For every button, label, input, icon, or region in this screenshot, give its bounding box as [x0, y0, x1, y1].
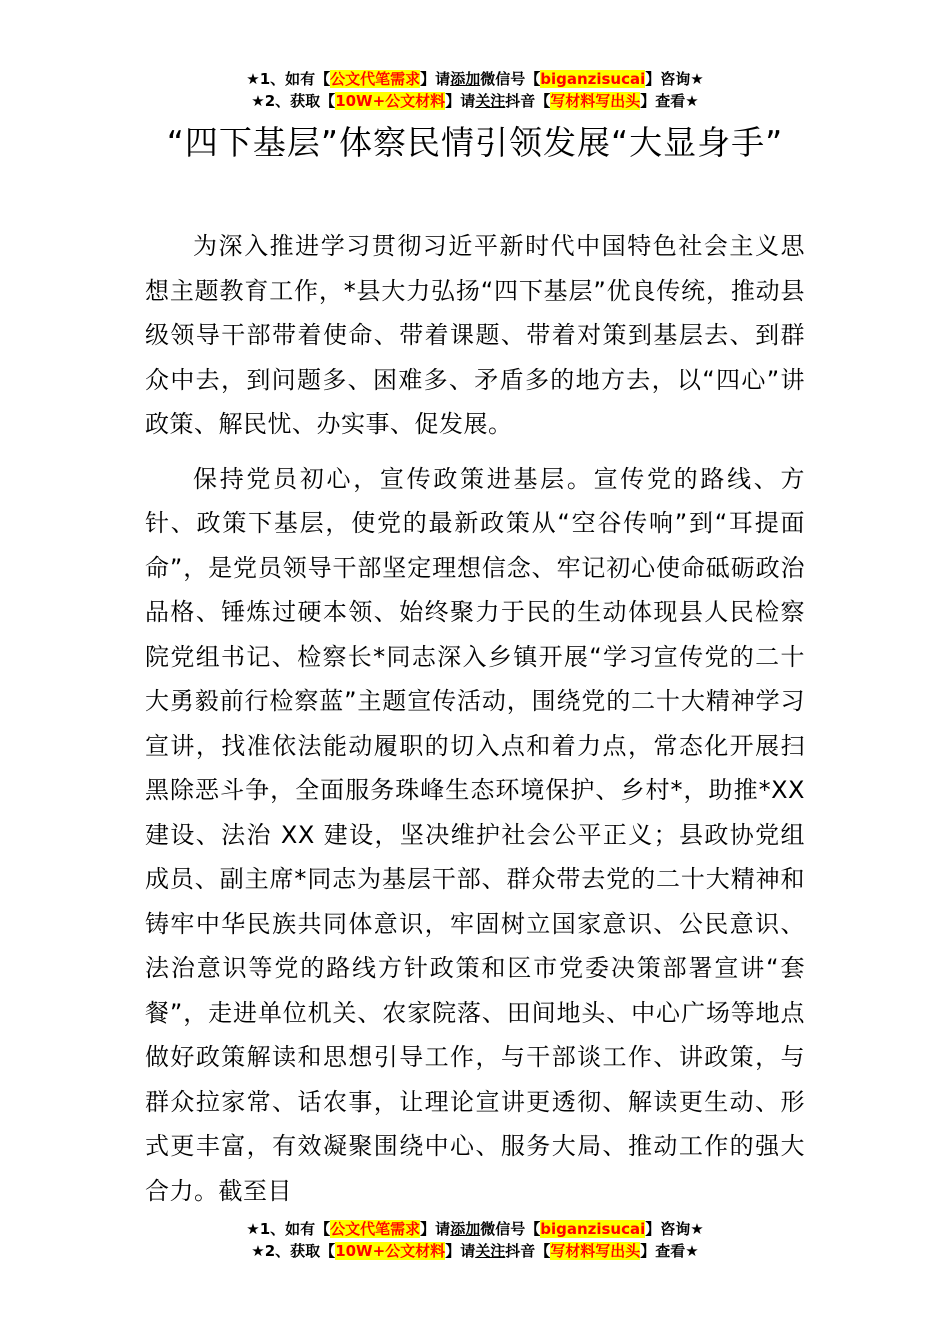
banner-highlight: 写材料写出头	[550, 92, 641, 110]
banner-underline: 添加	[450, 70, 481, 88]
document-body	[145, 224, 805, 1223]
banner-highlight: 公文代笔需求	[330, 1220, 421, 1238]
banner-highlight: 写材料写出头	[550, 1242, 641, 1260]
banner-text: 】请	[420, 1220, 451, 1238]
banner-underline: 关注	[475, 92, 506, 110]
paragraph: 保持党员初心，宣传政策进基层。宣传党的路线、方针、政策下基层，使党的最新政策从“空谷传响”到“耳提面命”，是党员领导干部坚定理想信念、牢记初心使命砥砺政治品格、锤炼过硬本领、始终聚力于民的生动体现县人民检察院党组书记、检察长*同志深入乡镇开展“学习宣传党的二十大勇毅前行检察蓝”主题宣传活动，围绕党的二十大精神学习宣讲，找准依法能动履职的切入点和着力点，常态化开展扫黑除恶斗争，全面服务珠峰生态环境保护、乡村*，助推*XX 建设、法治 XX 建设，坚决维护社会公平正义；县政协党组成员、副主席*同志为基层干部、群众带去党的二十大精神和铸牢中华民族共同体意识，牢固树立国家意识、公民意识、法治意识等党的路线方针政策和区市党委决策部署宣讲“套餐”，走进单位机关、农家院落、田间地头、中心广场等地点做好政策解读和思想引导工作，与干部谈工作、讲政策，与群众拉家常、话农事，让理论宣讲更透彻、解读更生动、形式更丰富，有效凝聚围绕中心、服务大局、推动工作的强大合力。截至目	[145, 464, 805, 1205]
banner-text: 】请	[445, 92, 476, 110]
banner-highlight: 公文代笔需求	[330, 70, 421, 88]
banner-underline: 关注	[475, 1242, 506, 1260]
banner-text: 抖音【	[505, 92, 551, 110]
banner-highlight: 10W+公文材料	[335, 92, 446, 110]
banner-highlight: biganzisucai	[540, 1220, 646, 1238]
banner-line-1	[0, 68, 950, 90]
banner-text: 】咨询★	[645, 1220, 704, 1238]
banner-line-1	[0, 1218, 950, 1240]
banner-line-2	[0, 90, 950, 112]
document-title: “四下基层”体察民情引领发展“大显身手”	[166, 123, 784, 162]
banner-text: 】请	[420, 70, 451, 88]
banner-text: 】查看★	[640, 92, 699, 110]
banner-line-2	[0, 1240, 950, 1262]
banner-highlight: biganzisucai	[540, 70, 646, 88]
banner-text: ★2、获取【	[251, 92, 336, 110]
header-banner	[0, 68, 950, 112]
banner-text: ★2、获取【	[251, 1242, 336, 1260]
footer-banner	[0, 1218, 950, 1262]
banner-text: 微信号【	[480, 70, 541, 88]
paragraph: 为深入推进学习贯彻习近平新时代中国特色社会主义思想主题教育工作，*县大力弘扬“四下基层”优良传统，推动县级领导干部带着使命、带着课题、带着对策到基层去、到群众中去，到问题多、困难多、矛盾多的地方去，以“四心”讲政策、解民忧、办实事、促发展。	[145, 232, 805, 438]
banner-text: 抖音【	[505, 1242, 551, 1260]
banner-text: 】查看★	[640, 1242, 699, 1260]
banner-underline: 添加	[450, 1220, 481, 1238]
banner-text: 微信号【	[480, 1220, 541, 1238]
banner-text: 】咨询★	[645, 70, 704, 88]
banner-text: 】请	[445, 1242, 476, 1260]
banner-text: ★1、如有【	[246, 1220, 331, 1238]
banner-text: ★1、如有【	[246, 70, 331, 88]
banner-highlight: 10W+公文材料	[335, 1242, 446, 1260]
